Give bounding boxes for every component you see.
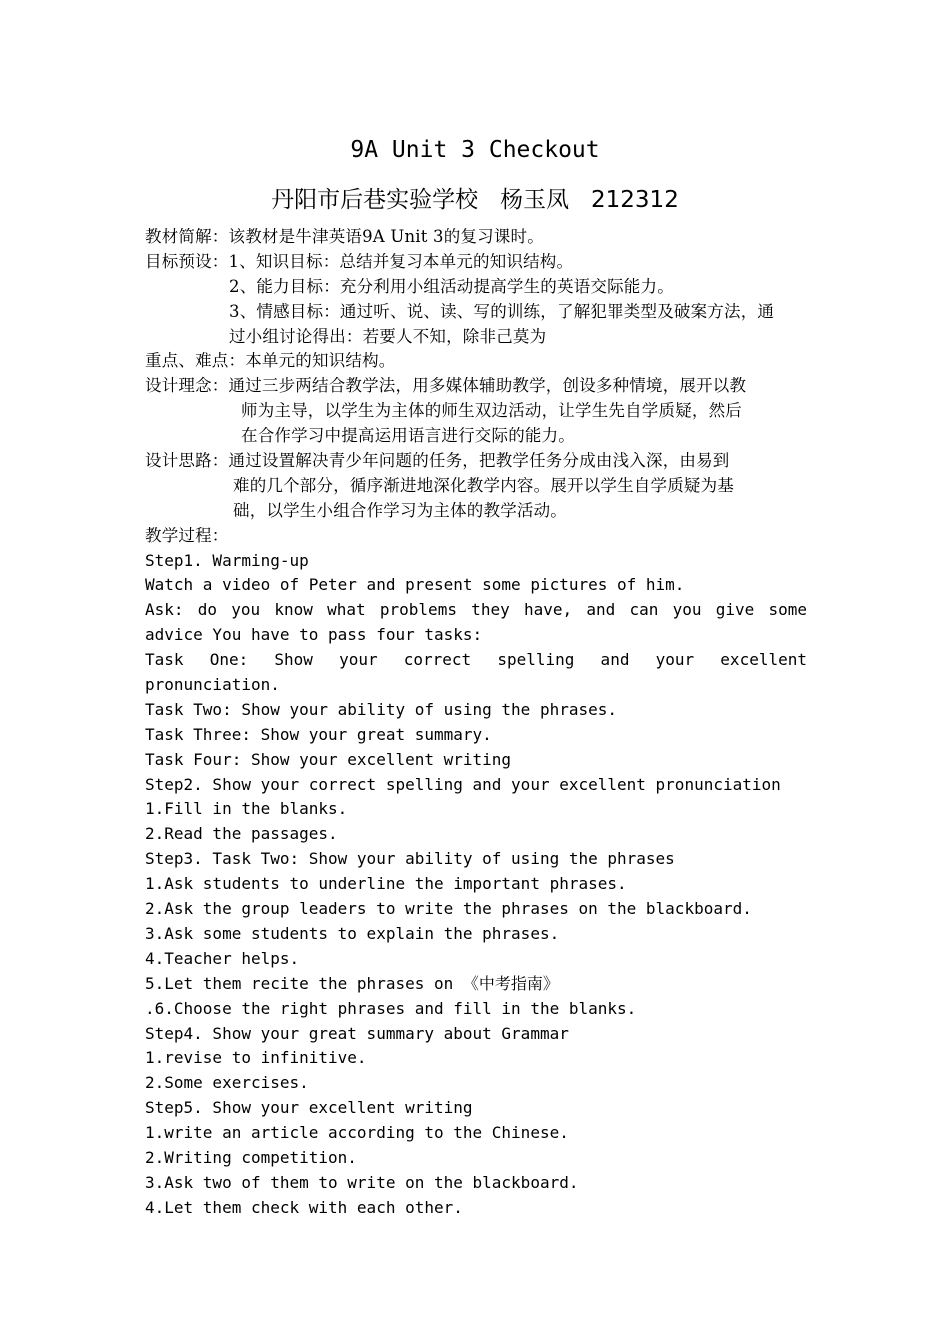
text-line: 3、情感目标：通过听、说、读、写的训练，了解犯罪类型及破案方法，通 xyxy=(229,301,775,321)
document-title: 9A Unit 3 Checkout xyxy=(350,137,600,163)
text-line: 1.write an article according to the Chinese. xyxy=(145,1123,569,1143)
document-body xyxy=(145,225,807,1221)
text-line: Ask: do you know what problems they have, and can you give some xyxy=(145,600,807,620)
text-line: 过小组讨论得出：若要人不知，除非己莫为 xyxy=(229,326,547,346)
text-line: 设计理念：通过三步两结合教学法，用多媒体辅助教学，创设多种情境，展开以教 xyxy=(145,376,747,396)
text-line: 2、能力目标：充分利用小组活动提高学生的英语交际能力。 xyxy=(229,276,674,296)
text-line: 设计思路：通过设置解决青少年问题的任务，把教学任务分成由浅入深，由易到 xyxy=(145,451,730,471)
text-line: 在合作学习中提高运用语言进行交际的能力。 xyxy=(241,426,575,446)
text-line: 2.Writing competition. xyxy=(145,1147,357,1167)
text-line: 础，以学生小组合作学习为主体的教学活动。 xyxy=(233,500,567,520)
text-line: Step2. Show your correct spelling and your excellent pronunciation xyxy=(145,774,781,794)
text-line: 5.Let them recite the phrases on 《中考指南》 xyxy=(145,973,559,993)
text-line: 教学过程： xyxy=(145,525,229,545)
text-line: 重点、难点：本单元的知识结构。 xyxy=(145,351,396,371)
text-line: Task Two: Show your ability of using the phrases. xyxy=(145,699,618,719)
text-line: 教材简解：该教材是牛津英语9A Unit 3的复习课时。 xyxy=(145,227,544,246)
text-line: 2.Some exercises. xyxy=(145,1073,309,1093)
text-line: Watch a video of Peter and present some pictures of him. xyxy=(145,575,685,595)
text-line: pronunciation. xyxy=(145,675,280,695)
text-line: Task Four: Show your excellent writing xyxy=(145,749,512,769)
text-line: advice You have to pass four tasks: xyxy=(145,625,483,645)
text-line: 2.Ask the group leaders to write the phrases on the blackboard. xyxy=(145,899,752,919)
text-line: 4.Teacher helps. xyxy=(145,948,300,968)
text-line: 1.revise to infinitive. xyxy=(145,1048,367,1068)
text-line: 1.Ask students to underline the important phrases. xyxy=(145,874,627,894)
text-line: Step1. Warming-up xyxy=(145,550,309,570)
text-line: .6.Choose the right phrases and fill in the blanks. xyxy=(145,998,637,1018)
text-line: Step3. Task Two: Show your ability of using the phrases xyxy=(145,849,675,869)
text-line: 师为主导，以学生为主体的师生双边活动，让学生先自学质疑，然后 xyxy=(241,401,742,421)
text-line: 目标预设：1、知识目标：总结并复习本单元的知识结构。 xyxy=(145,251,574,271)
text-line: 3.Ask some students to explain the phrases. xyxy=(145,923,560,943)
school-author-line: 丹阳市后巷实验学校 杨玉凤 212312 xyxy=(271,187,679,213)
text-line: Task Three: Show your great summary. xyxy=(145,724,492,744)
text-line: Step5. Show your excellent writing xyxy=(145,1098,473,1118)
text-line: 2.Read the passages. xyxy=(145,824,338,844)
text-line: 1.Fill in the blanks. xyxy=(145,799,348,819)
text-line: 4.Let them check with each other. xyxy=(145,1197,463,1217)
text-line: 难的几个部分，循序渐进地深化教学内容。展开以学生自学质疑为基 xyxy=(233,475,734,495)
text-line: Step4. Show your great summary about Grammar xyxy=(145,1023,569,1043)
text-line: Task One: Show your correct spelling and your excellent xyxy=(145,650,807,670)
text-line: 3.Ask two of them to write on the blackboard. xyxy=(145,1172,579,1192)
